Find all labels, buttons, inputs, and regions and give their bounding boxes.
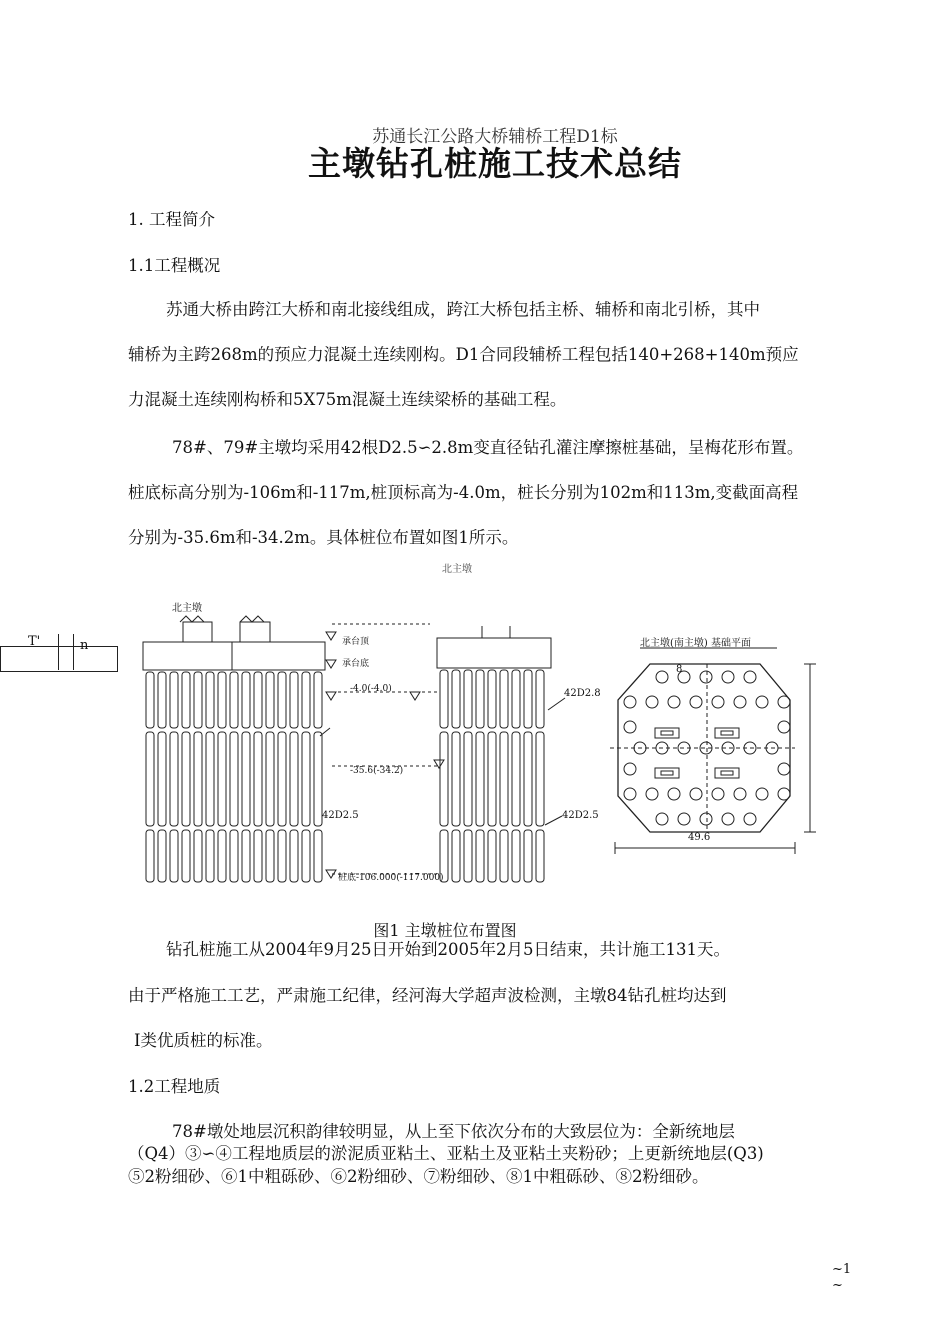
- document-title: 主墩钻孔桩施工技术总结: [308, 144, 682, 183]
- pile-diameter-bottom-left-label: 42D2.5: [322, 810, 359, 821]
- paragraph-line: 苏通大桥由跨江大桥和南北接线组成，跨江大桥包括主桥、辅桥和南北引桥，其中: [166, 300, 760, 319]
- page-number: ~1: [832, 1262, 852, 1277]
- elevation-label-top: 承台顶: [342, 637, 370, 647]
- figure-top-label: 北主墩: [442, 564, 472, 575]
- paragraph-line: ⑤2粉细砂、⑥1中粗砾砂、⑥2粉细砂、⑦粉细砂、⑧1中粗砾砂、⑧2粉细砂。: [128, 1167, 709, 1186]
- plan-spacing-dimension: 8: [676, 664, 683, 675]
- pile-tip-label: 桩底-106.000(-117.000): [338, 873, 444, 883]
- paragraph-line: 钻孔桩施工从2004年9月25日开始到2005年2月5日结束，共计施工131天。: [166, 940, 730, 959]
- section-heading-1: 1. 工程简介: [128, 210, 215, 229]
- page-number-tilde: ~: [832, 1278, 843, 1293]
- paragraph-line: 78#墩处地层沉积韵律较明显，从上至下依次分布的大致层位为：全新统地层: [172, 1122, 735, 1141]
- paragraph-line: 分别为-35.6m和-34.2m。具体桩位布置如图1所示。: [128, 528, 519, 547]
- pile-layout-figure: [0, 560, 950, 932]
- pile-diameter-top-label: 42D2.8: [564, 688, 601, 699]
- paragraph-line: 辅桥为主跨268m的预应力混凝土连续刚构。D1合同段辅桥工程包括140+268+140m预应: [128, 345, 799, 364]
- elevation-label-mid2: -35.6(-34.2): [350, 766, 404, 776]
- document-subtitle: 苏通长江公路大桥辅桥工程D1标: [372, 127, 618, 147]
- section-heading-1-2: 1.2工程地质: [128, 1077, 221, 1096]
- paragraph-line: 78#、79#主墩均采用42根D2.5∽2.8m变直径钻孔灌注摩擦桩基础，呈梅花形布置。: [172, 438, 804, 457]
- plan-title: 北主墩(南主墩) 基础平面: [640, 638, 751, 649]
- elevation-label-base: 承台底: [342, 659, 370, 669]
- figure-left-label: 北主墩: [172, 603, 202, 614]
- paragraph-line: 力混凝土连续刚构桥和5X75m混凝土连续梁桥的基础工程。: [128, 390, 567, 409]
- stub-n-text: n: [80, 638, 89, 653]
- section-heading-1-1: 1.1工程概况: [128, 256, 221, 275]
- paragraph-line: （Q4）③∽④工程地质层的淤泥质亚粘土、亚粘土及亚粘土夹粉砂；上更新统地层(Q3): [128, 1144, 764, 1163]
- pile-drawing: [0, 560, 950, 932]
- plan-width-dimension: 49.6: [688, 832, 711, 843]
- paragraph-line: Ⅰ类优质桩的标准。: [134, 1031, 273, 1050]
- paragraph-line: 桩底标高分别为-106m和-117m,桩顶标高为-4.0m，桩长分别为102m和113m,变截面高程: [128, 483, 799, 502]
- elevation-label-mid1: -4.0(-4.0): [350, 684, 392, 694]
- pile-diameter-bottom-right-label: 42D2.5: [562, 810, 599, 821]
- stub-t-text: T': [28, 634, 41, 649]
- figure-caption: 图1 主墩桩位布置图: [373, 921, 517, 940]
- paragraph-line: 由于严格施工工艺，严肃施工纪律，经河海大学超声波检测，主墩84钻孔桩均达到: [128, 986, 727, 1005]
